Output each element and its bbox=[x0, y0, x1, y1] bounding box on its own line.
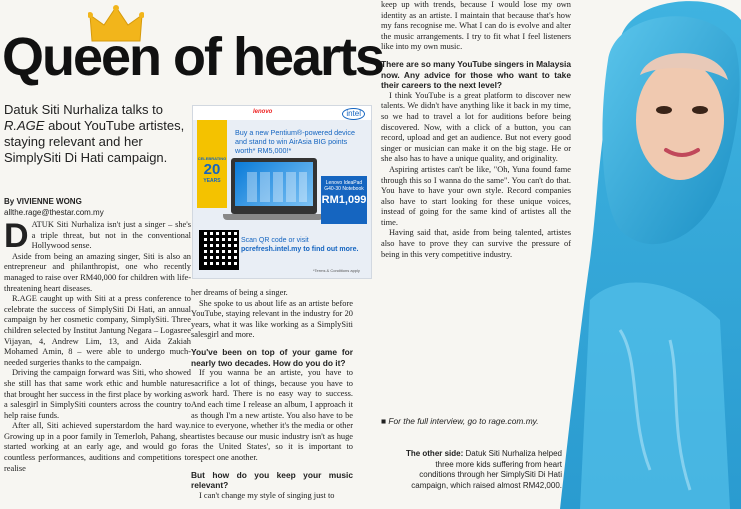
byline-author: By VIVIENNE WONG bbox=[4, 197, 82, 206]
anniversary-badge: CELEBRATING 20 YEARS bbox=[197, 120, 227, 208]
advertisement[interactable] bbox=[192, 105, 372, 279]
ad-headline: Buy a new Pentium®-powered device and stand to win AirAsia BIG points worth* RM5,000!* bbox=[235, 128, 355, 155]
ad-scan-text: Scan QR code or visit pcrefresh.intel.my to find out more. bbox=[241, 237, 359, 253]
intel-logo: intel bbox=[342, 108, 365, 120]
question-2: But how do you keep your music relevant? bbox=[191, 469, 353, 491]
laptop-base bbox=[223, 214, 323, 220]
headline: Queen of hearts bbox=[2, 27, 384, 87]
article-column-2: her dreams of being a singer. She spoke to us about life as an artiste before YouTube, staying relevant in the industry for 20 years, what it was like working as a SimplySiti salesgirl and more. You've been on top of your game for nearly two decades. How do you do it? If you wanna be an artiste, you have to sacrifice a lot of things, because you have to work hard. There is no easy way to success. And each time I release an album, I approach it as though I'm a new artiste. You also have to be nice to everyone, whether it's the media or other artistes because our music industry isn't as huge as the United States', so it is important to respect one another. But how do you keep your music relevant? I can't change my style of singing just to bbox=[191, 288, 353, 500]
article-column-1: DATUK Siti Nurhaliza isn't just a singer – she's a triple threat, but not in the conventional Hollywood sense. Aside from being an amazing singer, Siti is also an entrepreneur and philanthropist, one who recently managed to raise over RM40,000 for children with life-threatening heart diseases. R.AGE caught up with Siti at a press conference to celebrate the success of SimplySiti Di Hati, an annual campaign by her cosmetic company, SimplySiti. Three children selected by Institut Jantung Negara – Logasree Vijayan, 4, Andrew Lim, 13, and Aida Zakiah Mohamed Amin, 8 – were able to undergo much-needed surgeries thanks to the campaign. Driving the campaign forward was Siti, who showed she still has that same work ethic and humble nature that brought her success in the first place by working as a salesgirl in SimplySiti counters across the country to help raise funds. After all, Siti achieved superstardom the hard way. Growing up in a poor family in Temerloh, Pahang, she started working at an early age, and would go for countless performances, auditions and competitions to realise bbox=[4, 217, 191, 473]
article-column-3: keep up with trends, because I would lose my own identity as an artiste. I maintain that because that's how my fans recognise me. What I can do is evolve and alter the music arrangements. I try to fit what I feel listeners like into my own music. There are so many YouTube singers in Malaysia now. Any advice for those who want to take their careers to the next level? I think YouTube is a great platform to discover new talents. We didn't have anything like it back in my time, so we had to travel a lot for auditions before being discovered. Now, with a click of a button, you can record, upload and get an audience. But not every good singer or musician can make it on the big stage. He or she also has to have a unique quality, and originality. Aspiring artistes can't be like, "Oh, Yuna found fame through this so I wanna do the same". You can't do that. You have to have your own style. Record companies also have to start looking for these unique voices, instead of going for the same kind of artistes all the time. Having said that, aside from being talented, artistes also have to prove they can survive the pressure of being in this very competitive industry. bbox=[381, 0, 571, 259]
byline-email: allthe.rage@thestar.com.my bbox=[4, 208, 104, 217]
ad-terms: *Terms & Conditions apply bbox=[313, 268, 360, 273]
question-1: You've been on top of your game for nearly two decades. How do you do it? bbox=[191, 346, 353, 368]
portrait-photo bbox=[560, 0, 741, 509]
laptop-image bbox=[231, 158, 317, 214]
byline bbox=[4, 196, 104, 218]
full-interview-note: ■ For the full interview, go to rage.com.my. bbox=[381, 416, 539, 426]
photo-caption: The other side: Datuk Siti Nurhaliza helped three more kids suffering from heart conditions through her SimplySiti Di Hati campaign, which raised almost RM42,000. bbox=[405, 449, 562, 490]
qr-code[interactable] bbox=[199, 230, 239, 270]
question-3: There are so many YouTube singers in Malaysia now. Any advice for those who want to take their careers to the next level? bbox=[381, 58, 571, 91]
standfirst: Datuk Siti Nurhaliza talks to R.AGE about YouTube artistes, staying relevant and her SimplySiti Di Hati campaign. bbox=[4, 102, 185, 165]
price-box: Lenovo IdeaPad G40-30 Notebook RM1,099 bbox=[321, 176, 367, 224]
lenovo-logo: lenovo bbox=[253, 109, 273, 115]
drop-cap: D bbox=[4, 217, 29, 255]
